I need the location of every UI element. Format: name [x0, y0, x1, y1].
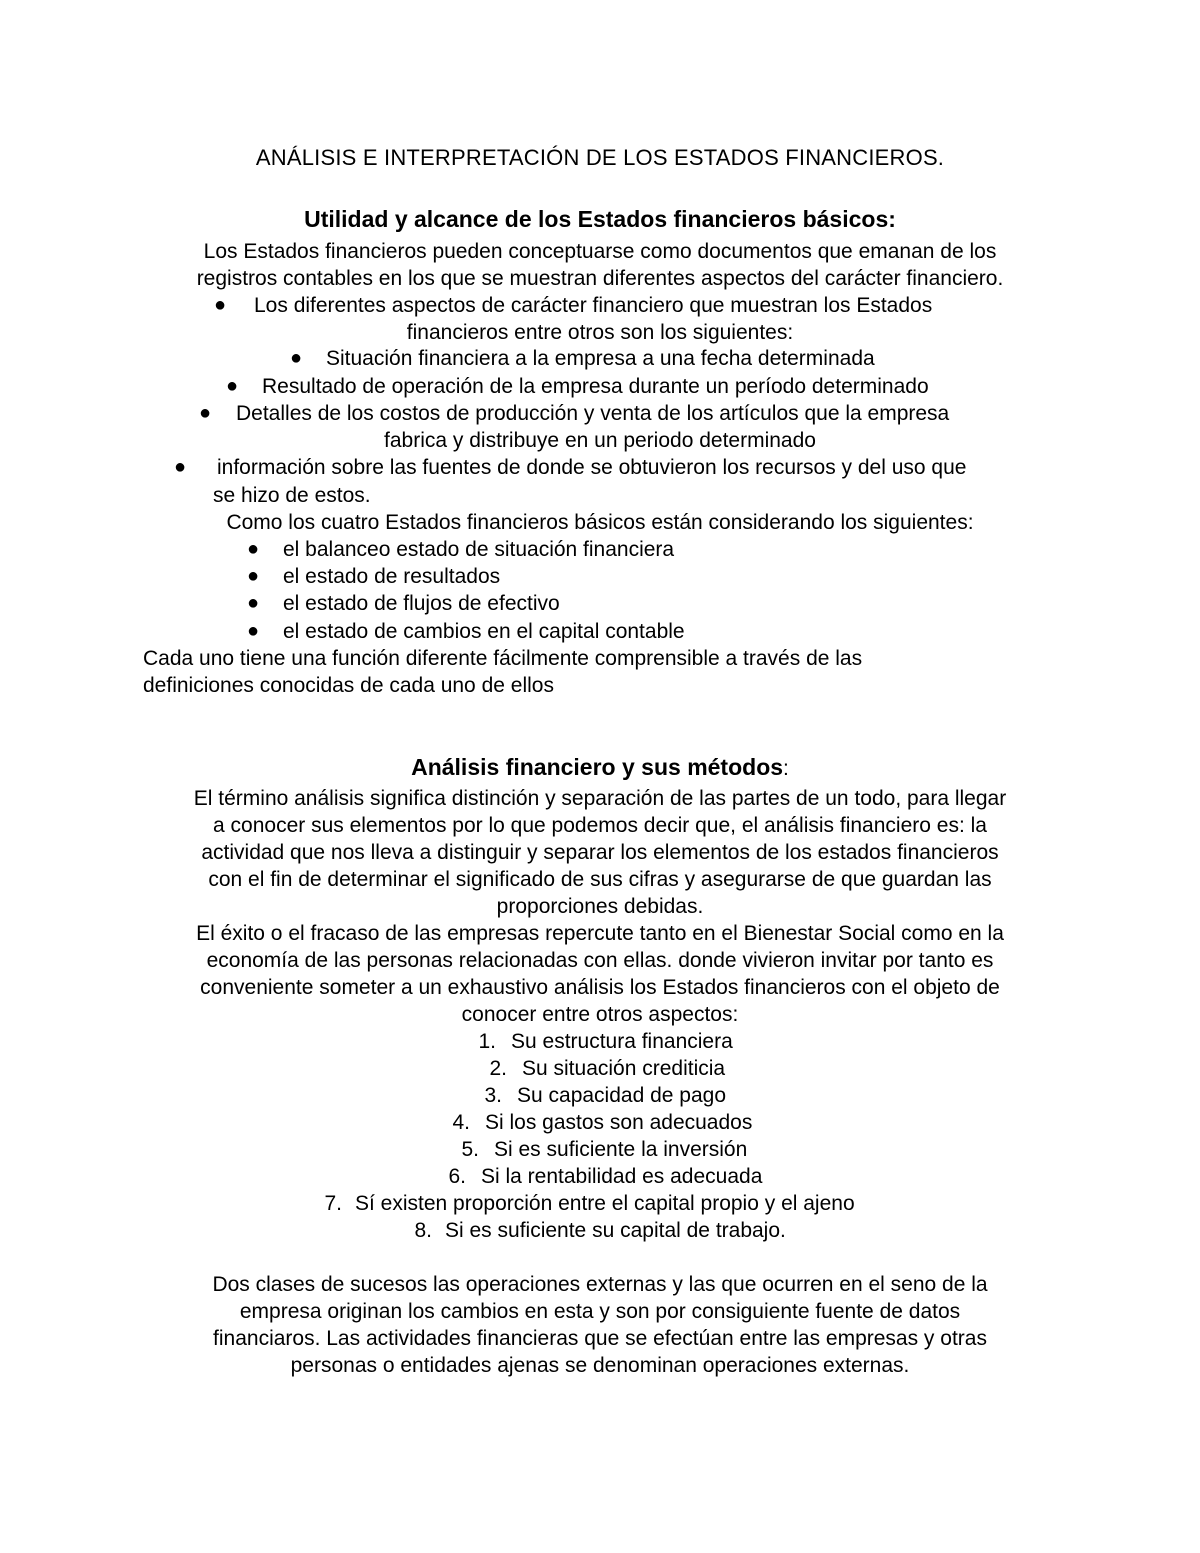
document-title: ANÁLISIS E INTERPRETACIÓN DE LOS ESTADOS FINANCIEROS.: [255, 145, 945, 170]
section1-closing-line-2: definiciones conocidas de cada uno de ellos: [143, 674, 554, 697]
bullet-1-line-2: financieros entre otros son los siguientes:: [406, 321, 794, 344]
bullet-1-line-1: Los diferentes aspectos de carácter financiero que muestran los Estados: [254, 294, 933, 317]
paragraph3-line: personas o entidades ajenas se denominan operaciones externas.: [290, 1354, 910, 1377]
list-number: 8.: [414, 1219, 432, 1242]
bullet-icon: ●: [247, 620, 260, 642]
section2-heading-text: Análisis financiero y sus métodos: [411, 754, 784, 780]
statement-item: el balanceo estado de situación financiera: [283, 538, 675, 561]
paragraph3-line: financiaros. Las actividades financieras que se efectúan entre las empresas y otras: [213, 1327, 987, 1350]
paragraph3-line: empresa originan los cambios en esta y son por consiguiente fuente de datos: [239, 1300, 961, 1323]
list-number: 7.: [324, 1192, 342, 1215]
bullet-5-line-2: se hizo de estos.: [213, 484, 371, 507]
list-number: 3.: [484, 1084, 502, 1107]
bullet-icon: ●: [174, 456, 187, 478]
paragraph2-line: conveniente someter a un exhaustivo análisis los Estados financieros con el objeto de: [200, 976, 1000, 999]
section2-heading-colon: :: [783, 757, 789, 780]
bullet-3: Resultado de operación de la empresa durante un período determinado: [262, 375, 929, 398]
aspect-item: Su situación crediticia: [522, 1057, 726, 1080]
statements-intro: Como los cuatro Estados financieros básicos están considerando los siguientes:: [226, 511, 974, 534]
paragraph1-line: proporciones debidas.: [496, 895, 704, 918]
bullet-icon: ●: [214, 294, 227, 316]
aspect-item: Si es suficiente su capital de trabajo.: [445, 1219, 786, 1242]
aspect-item: Sí existen proporción entre el capital propio y el ajeno: [355, 1192, 855, 1215]
paragraph1-line: con el fin de determinar el significado de sus cifras y asegurarse de que guardan las: [208, 868, 992, 891]
aspect-item: Su estructura financiera: [511, 1030, 733, 1053]
aspect-item: Si es suficiente la inversión: [494, 1138, 748, 1161]
aspect-item: Si los gastos son adecuados: [485, 1111, 753, 1134]
paragraph1-line: El término análisis significa distinción y separación de las partes de un todo, para llegar: [193, 787, 1007, 810]
section1-intro-line-1: Los Estados financieros pueden conceptuarse como documentos que emanan de los: [203, 240, 997, 263]
list-number: 6.: [448, 1165, 466, 1188]
list-number: 4.: [452, 1111, 470, 1134]
aspect-item: Su capacidad de pago: [517, 1084, 727, 1107]
section1-intro-line-2: registros contables en los que se muestran diferentes aspectos del carácter financiero.: [196, 267, 1004, 290]
section1-heading: Utilidad y alcance de los Estados financieros básicos:: [304, 206, 896, 232]
list-number: 2.: [489, 1057, 507, 1080]
bullet-4-line-2: fabrica y distribuye en un periodo determinado: [384, 429, 816, 452]
aspect-item: Si la rentabilidad es adecuada: [481, 1165, 763, 1188]
paragraph3-line: Dos clases de sucesos las operaciones externas y las que ocurren en el seno de la: [212, 1273, 988, 1296]
section1-closing-line-1: Cada uno tiene una función diferente fácilmente comprensible a través de las: [143, 647, 863, 670]
bullet-icon: ●: [199, 402, 212, 424]
statement-item: el estado de resultados: [283, 565, 501, 588]
list-number: 1.: [478, 1030, 496, 1053]
bullet-4-line-1: Detalles de los costos de producción y venta de los artículos que la empresa: [236, 402, 950, 425]
bullet-icon: ●: [290, 347, 303, 369]
bullet-icon: ●: [226, 375, 239, 397]
bullet-5-line-1: información sobre las fuentes de donde se obtuvieron los recursos y del uso que: [217, 456, 967, 479]
paragraph1-line: actividad que nos lleva a distinguir y separar los elementos de los estados financieros: [201, 841, 999, 864]
bullet-2: Situación financiera a la empresa a una fecha determinada: [326, 347, 875, 370]
paragraph2-line: conocer entre otros aspectos:: [461, 1003, 739, 1026]
section2-heading: [0, 754, 1200, 782]
paragraph1-line: a conocer sus elementos por lo que podemos decir que, el análisis financiero es: la: [213, 814, 987, 837]
statement-item: el estado de cambios en el capital contable: [283, 620, 685, 643]
list-number: 5.: [461, 1138, 479, 1161]
bullet-icon: ●: [247, 592, 260, 614]
paragraph2-line: economía de las personas relacionadas con ellas. donde vivieron invitar por tanto es: [206, 949, 994, 972]
bullet-icon: ●: [247, 538, 260, 560]
bullet-icon: ●: [247, 565, 260, 587]
paragraph2-line: El éxito o el fracaso de las empresas repercute tanto en el Bienestar Social como en la: [196, 922, 1004, 945]
statement-item: el estado de flujos de efectivo: [283, 592, 560, 615]
